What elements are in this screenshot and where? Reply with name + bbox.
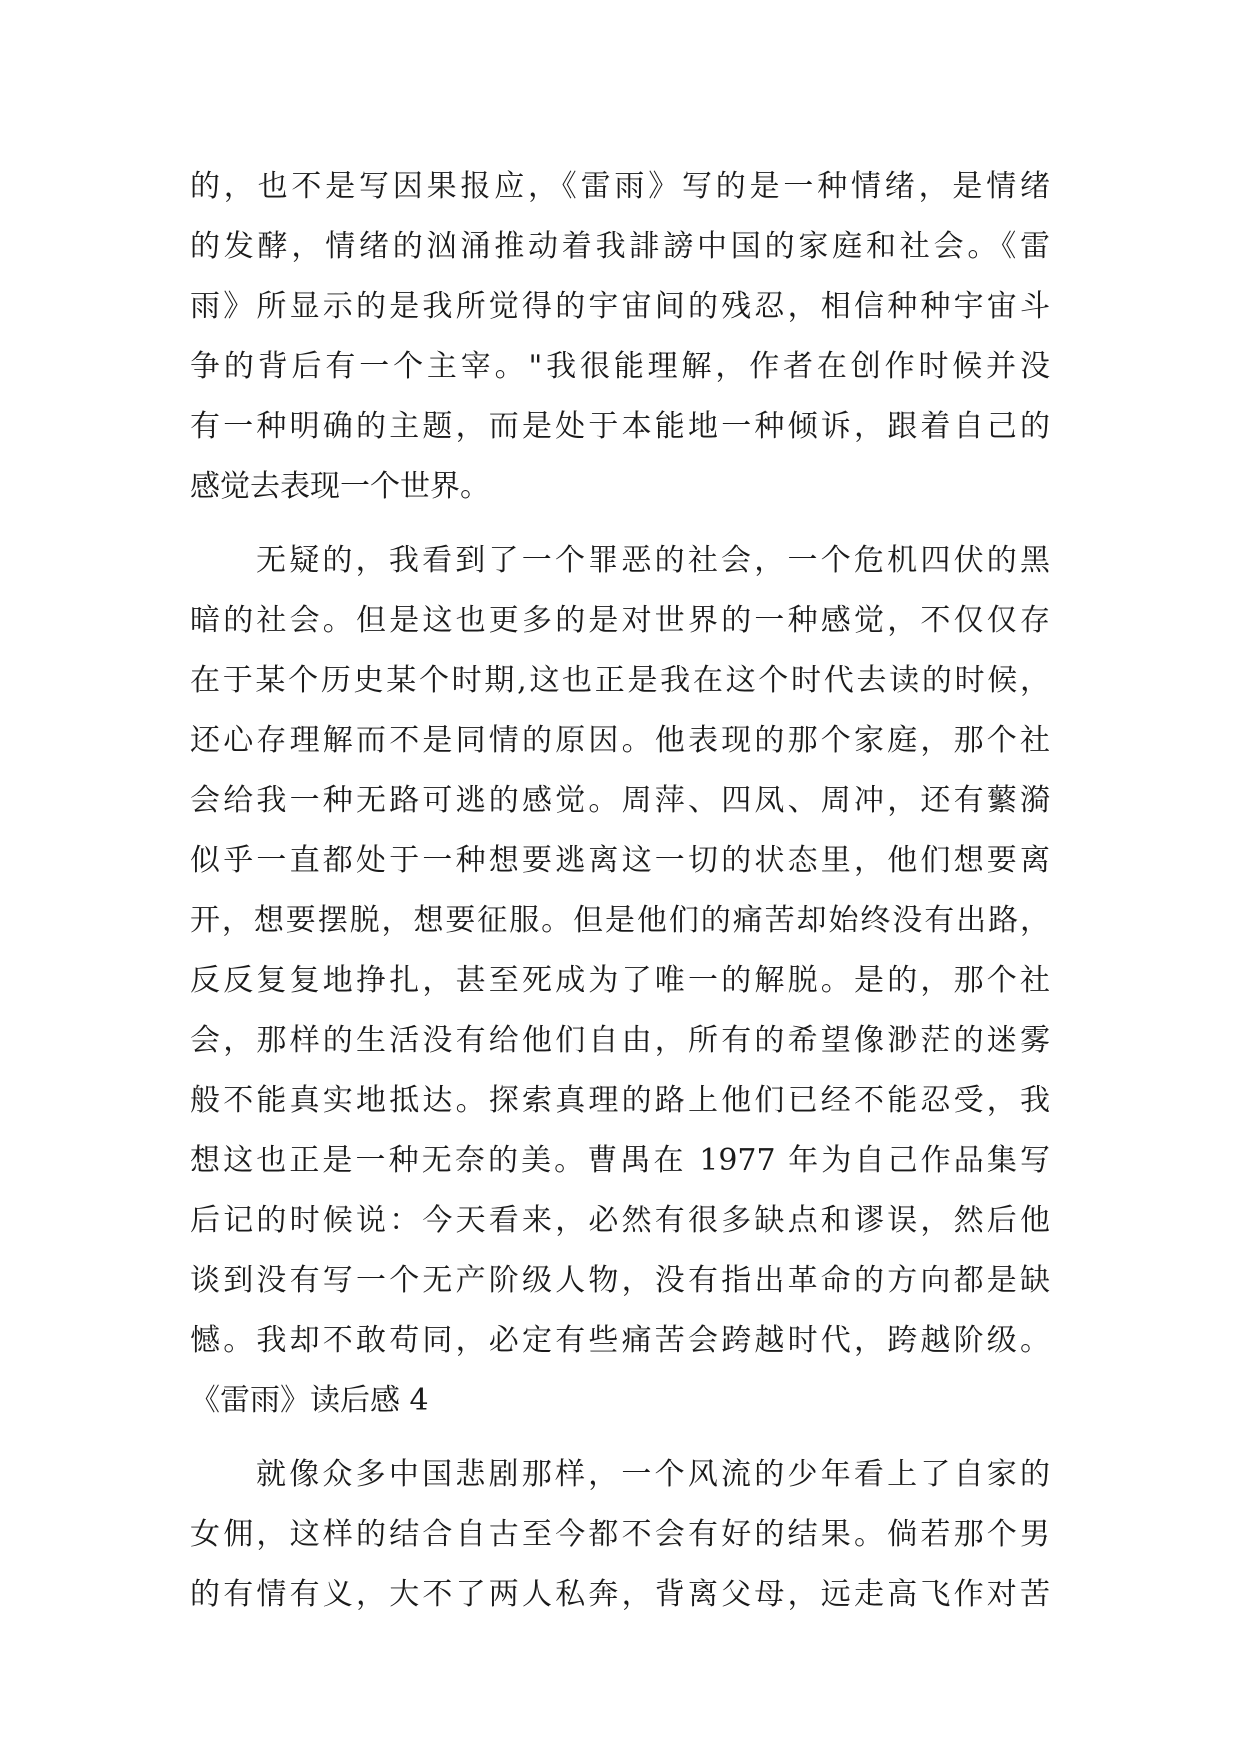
body-text bbox=[190, 157, 1050, 1625]
text-line: 还心存理解而不是同情的原因。他表现的那个家庭，那个社 bbox=[190, 723, 1050, 758]
text-line: 有一种明确的主题，而是处于本能地一种倾诉，跟着自己的 bbox=[190, 409, 1050, 444]
section-heading: 《雷雨》读后感 4 bbox=[190, 1383, 429, 1418]
text-line: 想这也正是一种无奈的美。曹禺在 1977 年为自己作品集写 bbox=[190, 1143, 1050, 1178]
text-line: 般不能真实地抵达。探索真理的路上他们已经不能忍受，我 bbox=[190, 1083, 1050, 1118]
paragraph-gap bbox=[190, 1431, 1050, 1445]
text-line: 会给我一种无路可逃的感觉。周萍、四凤、周冲，还有蘩漪 bbox=[190, 783, 1050, 818]
text-line: 开，想要摆脱，想要征服。但是他们的痛苦却始终没有出路， bbox=[190, 903, 1050, 938]
text-line: 争的背后有一个主宰。"我很能理解，作者在创作时候并没 bbox=[190, 349, 1050, 384]
text-line: 后记的时候说：今天看来，必然有很多缺点和谬误，然后他 bbox=[190, 1203, 1050, 1238]
text-line: 雨》所显示的是我所觉得的宇宙间的残忍，相信种种宇宙斗 bbox=[190, 289, 1050, 324]
text-line: 就像众多中国悲剧那样，一个风流的少年看上了自家的 bbox=[256, 1457, 1050, 1492]
text-line: 的发酵，情绪的汹涌推动着我誹謗中国的家庭和社会。《雷 bbox=[190, 229, 1050, 264]
text-line: 反反复复地挣扎，甚至死成为了唯一的解脱。是的，那个社 bbox=[190, 963, 1050, 998]
text-line: 女佣，这样的结合自古至今都不会有好的结果。倘若那个男 bbox=[190, 1517, 1050, 1552]
text-line: 在于某个历史某个时期,这也正是我在这个时代去读的时候， bbox=[190, 663, 1050, 698]
text-line: 似乎一直都处于一种想要逃离这一切的状态里，他们想要离 bbox=[190, 843, 1050, 878]
text-line: 谈到没有写一个无产阶级人物，没有指出革命的方向都是缺 bbox=[190, 1263, 1050, 1298]
text-line: 的，也不是写因果报应，《雷雨》写的是一种情绪，是情绪 bbox=[190, 169, 1050, 204]
text-line: 暗的社会。但是这也更多的是对世界的一种感觉，不仅仅存 bbox=[190, 603, 1050, 638]
text-line: 的有情有义，大不了两人私奔，背离父母，远走高飞作对苦 bbox=[190, 1577, 1050, 1612]
text-line: 感觉去表现一个世界。 bbox=[190, 469, 490, 504]
text-line: 无疑的，我看到了一个罪恶的社会，一个危机四伏的黑 bbox=[256, 543, 1050, 578]
text-line: 会，那样的生活没有给他们自由，所有的希望像渺茫的迷雾 bbox=[190, 1023, 1050, 1058]
text-line: 憾。我却不敢苟同，必定有些痛苦会跨越时代，跨越阶级。 bbox=[190, 1323, 1050, 1358]
paragraph-gap bbox=[190, 517, 1050, 531]
